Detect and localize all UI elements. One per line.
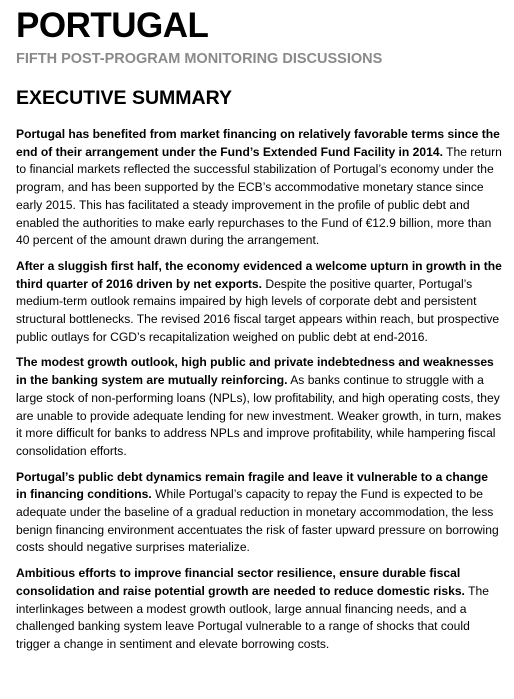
- paragraph-lead: Portugal has benefited from market financing on relatively favorable terms since the end of their arrangement under the Fund’s Extended Fund Facility in 2014.: [16, 127, 500, 159]
- document-page: [16, 0, 502, 662]
- paragraph-lead: Portugal’s public debt dynamics remain fragile and leave it vulnerable to a change in financing conditions.: [16, 469, 489, 502]
- country-title: PORTUGAL: [16, 6, 209, 45]
- paragraph-body: While Portugal’s capacity to repay the Fund is expected to be adequate under the baseline of a gradual reduction in monetary accommodation, the less benign financing environment accentuates the risk of faster upward pressure on borrowing costs should negative surprises materialize.: [16, 487, 499, 555]
- paragraph-body: As banks continue to struggle with a large stock of non-performing loans (NPLs), low profitability, and high operating costs, they are unable to provide adequate lending for new investment. Weaker growth, in turn, makes it more difficult for banks to address NPLs and improve profitability, while hampering fiscal consolidation efforts.: [16, 373, 502, 458]
- summary-paragraph-2: [16, 258, 502, 347]
- paragraph-body: The return to financial markets reflected the successful stabilization of Portugal’s economy under the program, and has been supported by the ECB’s accommodative monetary stance since early 2015. This has facilitated a steady improvement in the profile of public debt and enabled the authorities to make early repurchases to the Fund of €12.9 billion, more than 40 percent of the amount drawn during the arrangement.: [16, 144, 502, 248]
- report-subtitle: FIFTH POST-PROGRAM MONITORING DISCUSSIONS: [16, 51, 383, 67]
- summary-content: [16, 126, 502, 654]
- summary-paragraph-3: [16, 354, 502, 460]
- summary-paragraph-4: [16, 469, 502, 558]
- paragraph-lead: After a sluggish first half, the economy evidenced a welcome upturn in growth in the third quarter of 2016 driven by net exports.: [16, 258, 502, 291]
- section-title: EXECUTIVE SUMMARY: [16, 87, 232, 109]
- summary-paragraph-1: [16, 126, 502, 250]
- paragraph-lead: The modest growth outlook, high public and private indebtedness and weaknesses in the banking system are mutually reinforcing.: [16, 355, 494, 388]
- paragraph-body: Despite the positive quarter, Portugal’s medium-term outlook remains impaired by high levels of corporate debt and persistent structural bottlenecks. The revised 2016 fiscal target appears within reach, but prospective public outlays for CGD’s recapitalization weighed on public debt at end-2016.: [16, 276, 500, 344]
- paragraph-body: The interlinkages between a modest growth outlook, large annual financing needs, and a challenged banking system leave Portugal vulnerable to a range of shocks that could trigger a change in sentiment and elevate borrowing costs.: [16, 583, 489, 651]
- summary-paragraph-5: [16, 565, 502, 654]
- paragraph-lead: Ambitious efforts to improve financial sector resilience, ensure durable fiscal consolidation and raise potential growth are needed to reduce domestic risks.: [16, 566, 465, 598]
